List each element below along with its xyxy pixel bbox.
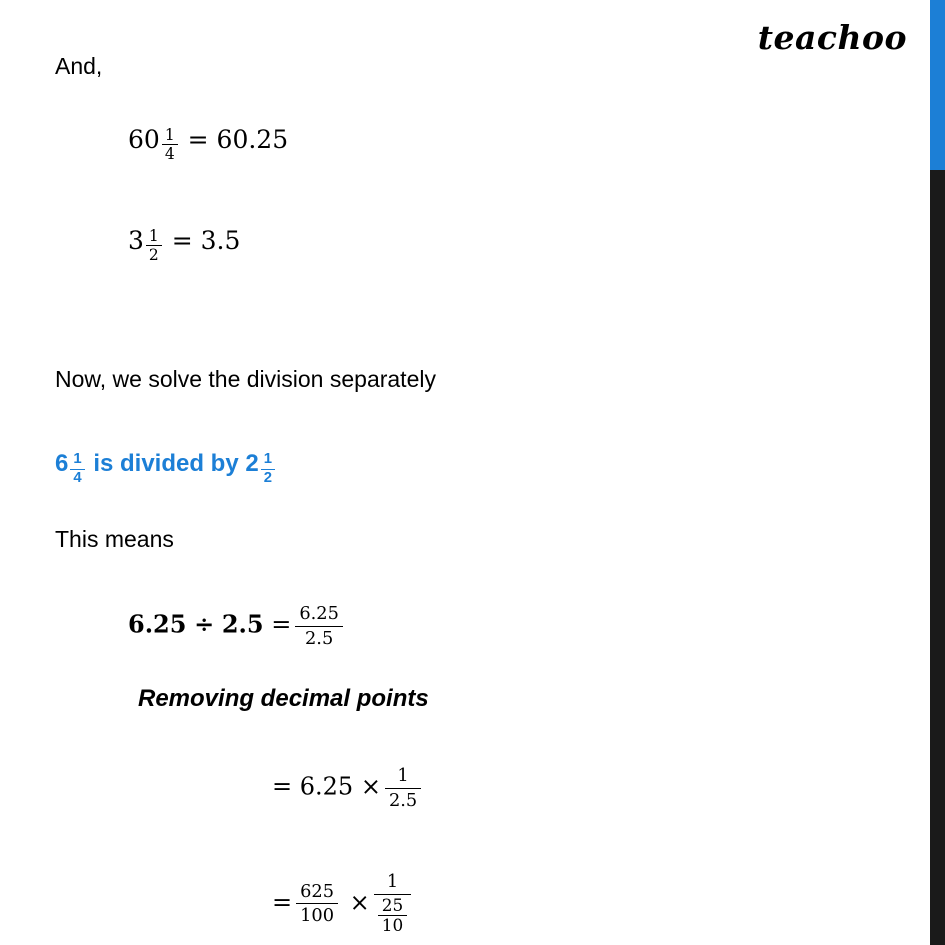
eq1-numerator: 1: [164, 125, 175, 144]
eq2-denominator: 2: [148, 246, 159, 265]
heading-fraction-2: [261, 452, 275, 486]
step3-nested-fraction: [378, 894, 407, 936]
step3-times: ×: [349, 888, 370, 917]
step3-fraction-2: [374, 872, 411, 936]
heading-numerator-1: 1: [73, 451, 82, 468]
step3-fraction-1: [296, 882, 338, 926]
step3-frac1-numerator: 625: [300, 880, 335, 902]
teachoo-logo: teachoo: [757, 18, 907, 57]
heading-denominator-2: 2: [263, 469, 272, 486]
note-removing-decimal-points: Removing decimal points: [138, 685, 429, 712]
step1-left-operand: 6.25: [128, 609, 187, 639]
equation-3-half: [128, 226, 240, 264]
step2-times: ×: [360, 772, 381, 801]
heading-whole-2: 2: [245, 450, 259, 477]
eq2-numerator: 1: [148, 226, 159, 245]
step3-frac1-denominator: 100: [300, 905, 335, 927]
text-and: And,: [55, 53, 103, 79]
step2-value: 6.25: [299, 772, 354, 801]
equation-60-quarter: [128, 125, 288, 163]
heading-denominator-1: 4: [73, 469, 82, 486]
step3-nested-numerator: 25: [381, 894, 404, 915]
divide-symbol: ÷: [194, 609, 215, 639]
step3-frac1-bar: [296, 903, 338, 904]
step1-result-fraction: [295, 604, 343, 648]
step3-nested-denominator: 10: [381, 915, 404, 936]
heading-divided-by: [55, 450, 277, 486]
step3-frac2-numerator: 1: [386, 871, 399, 892]
text-this-means: This means: [55, 526, 174, 552]
step2-frac-bar: [385, 788, 421, 789]
text-now-solve: Now, we solve the division separately: [55, 366, 436, 392]
eq1-result: 60.25: [216, 125, 289, 154]
step2-frac-numerator: 1: [397, 765, 409, 786]
right-edge-bar-blue: [930, 0, 945, 170]
step1-right-operand: 2.5: [221, 609, 264, 639]
eq1-equals: =: [187, 125, 209, 154]
step3-equals: =: [272, 888, 293, 917]
step-2-expression: [272, 766, 425, 810]
eq2-equals: =: [171, 226, 193, 255]
heading-numerator-2: 1: [263, 451, 272, 468]
step1-frac-denominator: 2.5: [305, 627, 334, 649]
heading-mid-text: is divided by: [93, 450, 239, 477]
step2-fraction: [385, 766, 421, 810]
step-1-expression: [128, 604, 347, 648]
step-3-expression: [272, 872, 415, 936]
step2-frac-denominator: 2.5: [388, 789, 418, 811]
step1-frac-bar: [295, 626, 343, 627]
heading-whole-1: 6: [55, 450, 69, 477]
eq1-fraction: [162, 127, 178, 163]
heading-fraction-1: [70, 452, 84, 486]
eq1-whole: 60: [128, 125, 160, 154]
step1-frac-numerator: 6.25: [299, 603, 339, 624]
step1-equals: =: [271, 610, 292, 639]
right-edge-bar-dark: [930, 170, 945, 945]
eq1-denominator: 4: [164, 145, 175, 164]
step2-equals: =: [272, 772, 293, 801]
eq2-whole: 3: [128, 226, 144, 255]
eq2-result: 3.5: [200, 226, 241, 255]
step3-frac2-denominator: [374, 894, 411, 936]
eq2-fraction: [146, 228, 162, 264]
